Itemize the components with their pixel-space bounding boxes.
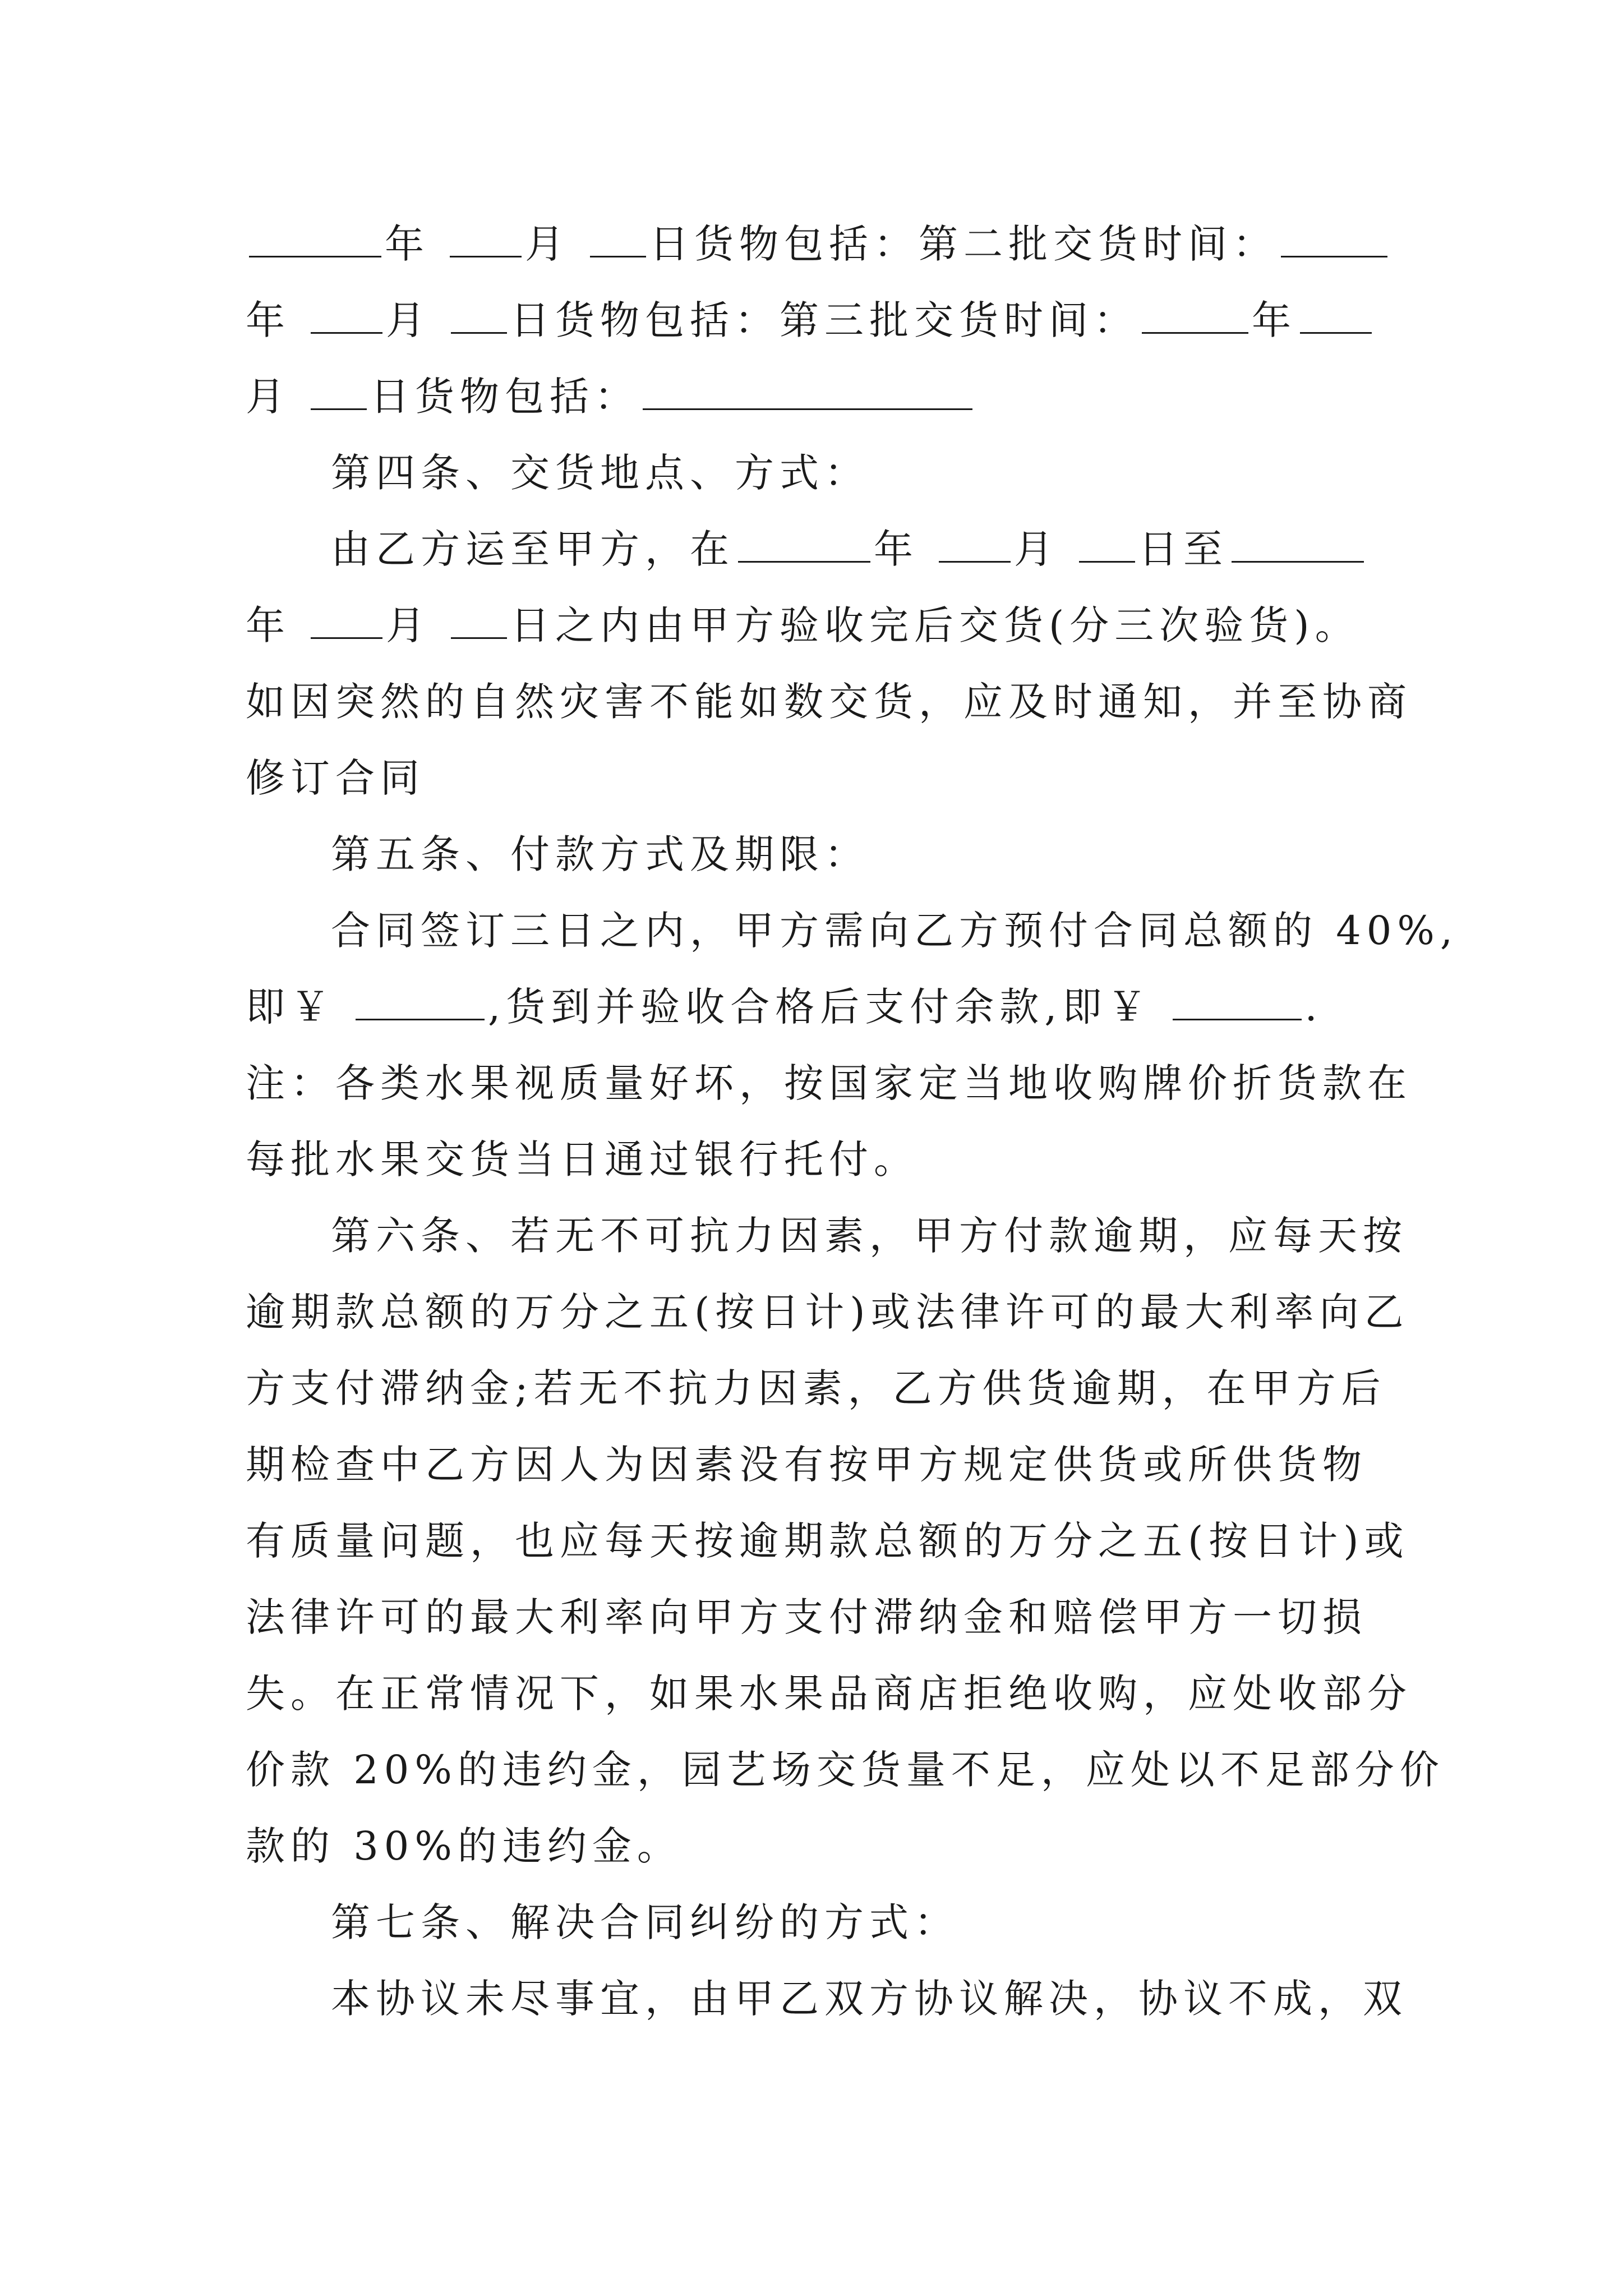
contract-page <box>246 206 1459 2037</box>
prepay-label: 即￥ <box>246 984 335 1030</box>
month-blank <box>450 224 522 257</box>
article-6-line-6: 法律许可的最大利率向甲方支付滞纳金和赔偿甲方一切损 <box>246 1594 1367 1640</box>
goods-label: 日货物包括： <box>370 374 639 420</box>
article-4-line-4: 修订合同 <box>246 755 425 801</box>
month-label: 月 <box>1014 526 1059 572</box>
article-7-title: 第七条、解决合同纠纷的方式： <box>331 1899 959 1945</box>
batch3-label: 第三批交货时间： <box>780 297 1138 343</box>
article-6-line-9: 款的 30%的违约金。 <box>246 1823 682 1869</box>
article-4-line-2 <box>246 587 1390 664</box>
month-label: 月 <box>386 297 431 343</box>
month-blank <box>311 606 382 639</box>
article-6-line-1: 第六条、若无不可抗力因素，甲方付款逾期，应每天按 <box>331 1213 1408 1259</box>
article-6-line-5: 有质量问题，也应每天按逾期款总额的万分之五(按日计)或 <box>246 1518 1409 1564</box>
text-line-2 <box>246 282 1390 358</box>
day-blank <box>451 301 507 334</box>
goods-blank <box>643 377 972 410</box>
month-blank <box>939 530 1011 563</box>
year-label: 年 <box>385 221 430 267</box>
text-line-1 <box>246 206 1390 282</box>
year-blank <box>1142 301 1248 334</box>
day-to-label: 日至 <box>1138 526 1228 572</box>
month-label: 月 <box>525 221 570 267</box>
period-mark: . <box>1304 984 1323 1030</box>
article-4-text: 日之内由甲方验收完后交货(分三次验货)。 <box>510 602 1360 648</box>
batch2-label: 第二批交货时间： <box>919 221 1278 267</box>
goods-label: 日货物包括： <box>510 297 780 343</box>
article-6-line-2: 逾期款总额的万分之五(按日计)或法律许可的最大利率向乙 <box>246 1289 1409 1335</box>
year-label: 年 <box>246 602 291 648</box>
article-5-title: 第五条、付款方式及期限： <box>331 831 869 877</box>
year-blank <box>249 224 381 257</box>
article-7-line-1: 本协议未尽事宜，由甲乙双方协议解决，协议不成，双 <box>331 1976 1408 2022</box>
article-6-line-8: 价款 20%的违约金，园艺场交货量不足，应处以不足部分价 <box>246 1747 1445 1793</box>
balance-amount-blank <box>1173 987 1302 1020</box>
year-label: 年 <box>874 526 919 572</box>
article-4-line-3: 如因突然的自然灾害不能如数交货，应及时通知，并至协商 <box>246 679 1412 725</box>
year-blank <box>738 530 870 563</box>
text-line-3 <box>246 358 1390 435</box>
article-5-line-4: 每批水果交货当日通过银行托付。 <box>246 1137 919 1182</box>
balance-label: ,货到并验收合格后支付余款,即￥ <box>488 984 1152 1030</box>
article-5-line-2 <box>246 969 1390 1045</box>
prepay-amount-blank <box>356 987 485 1020</box>
month-label: 月 <box>246 374 291 420</box>
year-label: 年 <box>1252 297 1297 343</box>
year-label: 年 <box>246 297 291 343</box>
month-label: 月 <box>386 602 431 648</box>
day-blank <box>1079 530 1135 563</box>
article-6-line-7: 失。在正常情况下，如果水果品商店拒绝收购，应处收部分 <box>246 1671 1412 1717</box>
day-blank <box>311 377 367 410</box>
article-4-title: 第四条、交货地点、方式： <box>331 450 869 496</box>
article-4-text: 由乙方运至甲方，在 <box>331 526 735 572</box>
year-blank <box>1281 224 1387 257</box>
article-6-line-4: 期检查中乙方因人为因素没有按甲方规定供货或所供货物 <box>246 1442 1367 1488</box>
article-6-line-3: 方支付滞纳金;若无不抗力因素，乙方供货逾期，在甲方后 <box>246 1365 1386 1411</box>
day-blank <box>590 224 646 257</box>
goods-label: 日货物包括： <box>649 221 919 267</box>
month-blank <box>311 301 382 334</box>
year-blank <box>1232 530 1364 563</box>
article-4-line-1 <box>246 511 1390 587</box>
day-blank <box>451 606 507 639</box>
month-blank <box>1300 301 1372 334</box>
article-5-line-3: 注：各类水果视质量好坏，按国家定当地收购牌价折货款在 <box>246 1060 1412 1106</box>
article-5-line-1: 合同签订三日之内，甲方需向乙方预付合同总额的 40%, <box>331 908 1459 954</box>
